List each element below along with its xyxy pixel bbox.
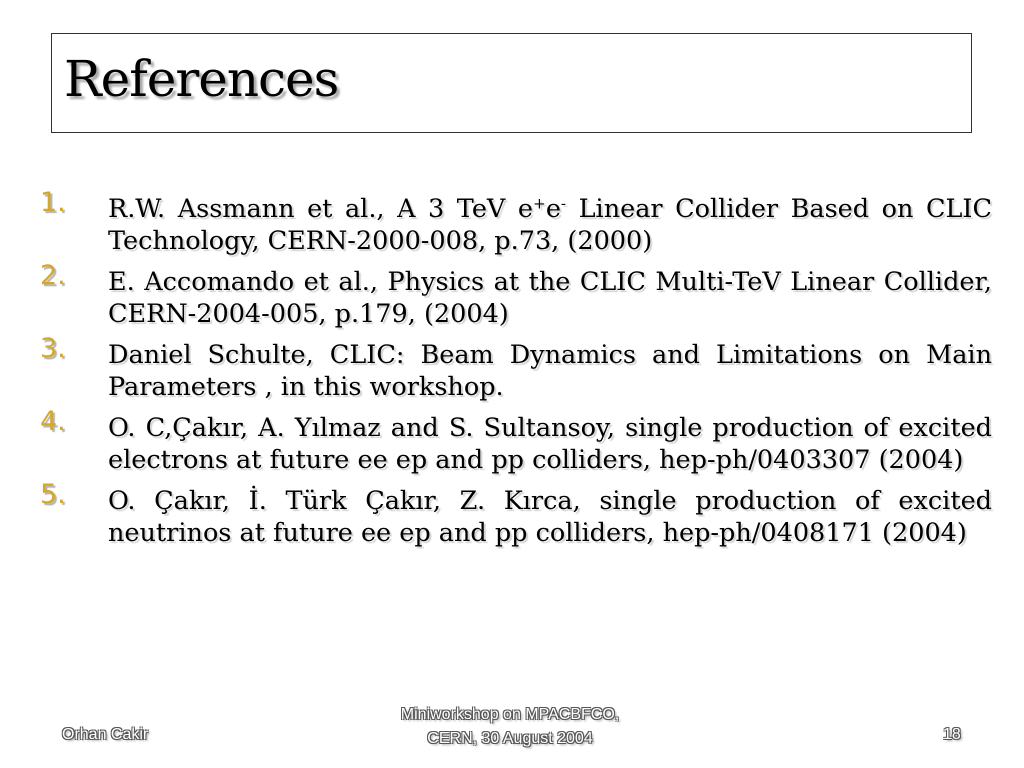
reference-text: Daniel Schulte, CLIC: Beam Dynamics and Limitations on Main Parameters , in this workshop. — [108, 340, 992, 402]
reference-number: 2. — [40, 260, 66, 291]
slide-title: References — [64, 50, 339, 108]
reference-number: 3. — [40, 333, 66, 364]
reference-number: 1. — [40, 187, 66, 218]
reference-text: O. C,Çakır, A. Yılmaz and S. Sultansoy, single production of excited electrons at future ee ep and pp colliders, hep-ph/0403307 (2004) — [108, 413, 992, 475]
reference-item-3 — [40, 333, 992, 403]
footer-page-number: 18 — [943, 726, 961, 743]
reference-item-4 — [40, 406, 992, 476]
reference-number: 4. — [40, 406, 66, 437]
footer-event — [350, 703, 670, 751]
reference-item-1 — [40, 187, 992, 257]
reference-text: R.W. Assmann et al., A 3 TeV e+e- Linear Collider Based on CLIC Technology, CERN-2000-008, p.73, (2000) — [108, 194, 992, 256]
footer-event-line2: CERN, 30 August 2004 — [427, 730, 593, 747]
reference-text: O. Çakır, İ. Türk Çakır, Z. Kırca, single production of excited neutrinos at future ee ep and pp colliders, hep-ph/0408171 (2004) — [108, 486, 992, 548]
reference-item-2 — [40, 260, 992, 330]
footer-author: Orhan Cakir — [62, 726, 149, 743]
reference-text: E. Accomando et al., Physics at the CLIC Multi-TeV Linear Collider, CERN-2004-005, p.179, (2004) — [108, 267, 992, 329]
reference-list — [40, 187, 992, 558]
footer-event-line1: Miniworkshop on MPACBFCO, — [400, 706, 620, 723]
title-box — [51, 33, 972, 133]
reference-number: 5. — [40, 479, 66, 510]
reference-item-5 — [40, 479, 992, 549]
